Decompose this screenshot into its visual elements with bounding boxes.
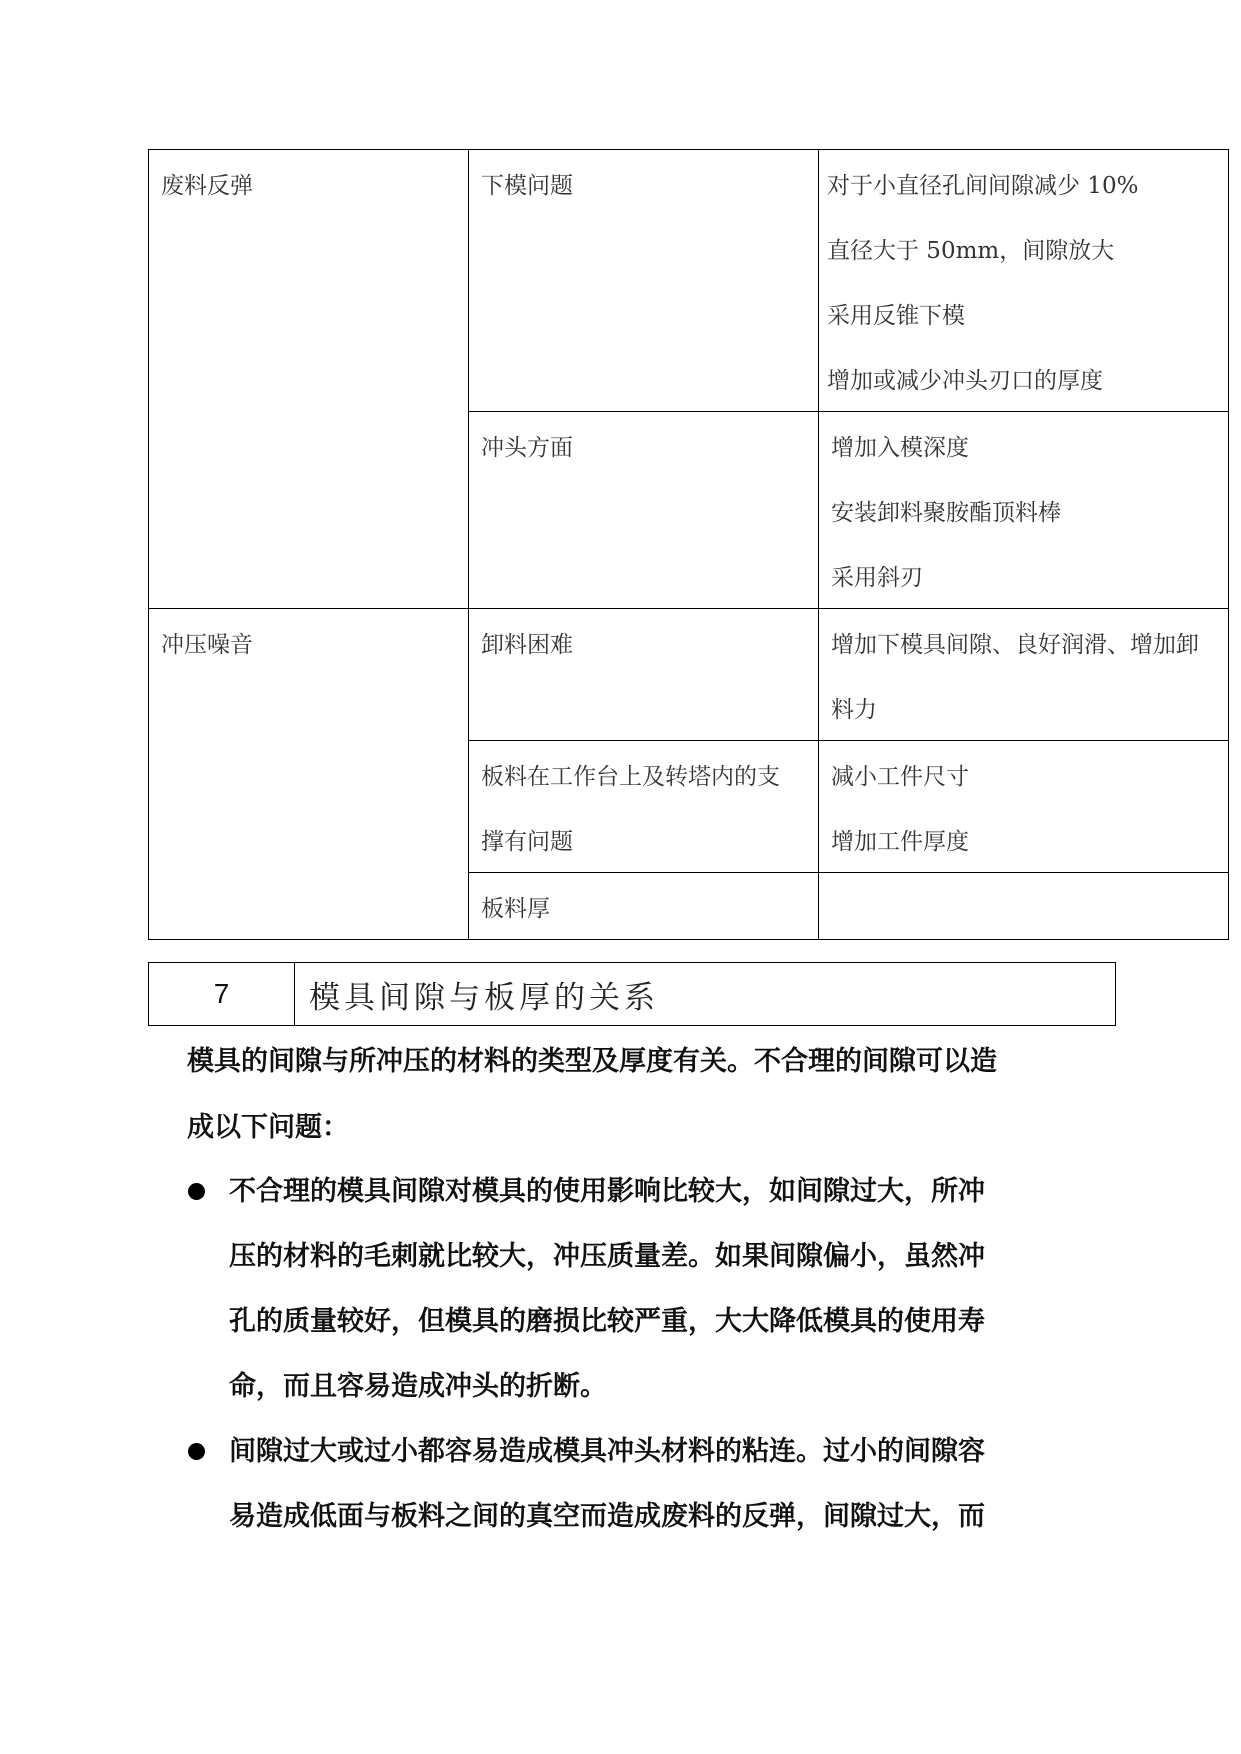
intro-line: 模具的间隙与所冲压的材料的类型及厚度有关。不合理的间隙可以造 bbox=[187, 1046, 997, 1077]
remedy-cell bbox=[819, 412, 1229, 609]
cause-text: 冲头方面 bbox=[481, 435, 573, 461]
section-heading bbox=[148, 962, 1116, 1026]
remedy-text: 增加或减少冲头刃口的厚度 bbox=[827, 368, 1103, 394]
remedy-text: 减小工件尺寸 bbox=[831, 764, 969, 790]
cause-cell bbox=[469, 609, 819, 741]
remedy-text: 安装卸料聚胺酯顶料棒 bbox=[831, 500, 1061, 526]
cause-text: 板料厚 bbox=[481, 896, 550, 922]
remedy-text: 采用斜刃 bbox=[831, 565, 923, 591]
symptom-text: 冲压噪音 bbox=[161, 632, 253, 658]
section-number: 7 bbox=[149, 963, 295, 1026]
bullet-line: 间隙过大或过小都容易造成模具冲头材料的粘连。过小的间隙容 bbox=[229, 1436, 985, 1467]
bullet-icon bbox=[188, 1183, 205, 1200]
bullet-line: 压的材料的毛刺就比较大，冲压质量差。如果间隙偏小，虽然冲 bbox=[229, 1241, 985, 1272]
table-row bbox=[149, 609, 1229, 741]
cause-cell bbox=[469, 412, 819, 609]
bullet-line: 不合理的模具间隙对模具的使用影响比较大，如间隙过大，所冲 bbox=[229, 1176, 985, 1207]
remedy-cell-empty bbox=[819, 873, 1229, 940]
bullet-line: 易造成低面与板料之间的真空而造成废料的反弹，间隙过大，而 bbox=[229, 1501, 985, 1532]
remedy-text: 增加工件厚度 bbox=[831, 829, 969, 855]
remedy-cell bbox=[819, 741, 1229, 873]
bullet-line: 孔的质量较好，但模具的磨损比较严重，大大降低模具的使用寿 bbox=[229, 1306, 985, 1337]
remedy-text: 直径大于 50mm，间隙放大 bbox=[827, 238, 1115, 264]
intro-line: 成以下问题： bbox=[187, 1112, 349, 1143]
remedy-cell bbox=[819, 150, 1229, 412]
cause-text: 板料在工作台上及转塔内的支 bbox=[481, 764, 780, 790]
troubleshooting-table bbox=[148, 149, 1229, 940]
cause-cell bbox=[469, 150, 819, 412]
remedy-text: 料力 bbox=[831, 697, 877, 723]
cause-text: 下模问题 bbox=[481, 173, 573, 199]
bullet-icon bbox=[188, 1443, 205, 1460]
bullet-line: 命，而且容易造成冲头的折断。 bbox=[229, 1371, 607, 1402]
cause-text: 卸料困难 bbox=[481, 632, 573, 658]
remedy-cell bbox=[819, 609, 1229, 741]
cause-text: 撑有问题 bbox=[481, 829, 573, 855]
remedy-text: 对于小直径孔间间隙减少 10% bbox=[827, 173, 1139, 199]
cause-cell bbox=[469, 873, 819, 940]
remedy-text: 增加入模深度 bbox=[831, 435, 969, 461]
remedy-text: 采用反锥下模 bbox=[827, 303, 965, 329]
table-row bbox=[149, 150, 1229, 412]
cause-cell bbox=[469, 741, 819, 873]
remedy-text: 增加下模具间隙、良好润滑、增加卸 bbox=[831, 632, 1199, 658]
symptom-text: 废料反弹 bbox=[161, 173, 253, 199]
section-title: 模具间隙与板厚的关系 bbox=[295, 963, 1116, 1026]
symptom-cell bbox=[149, 609, 469, 940]
symptom-cell bbox=[149, 150, 469, 609]
